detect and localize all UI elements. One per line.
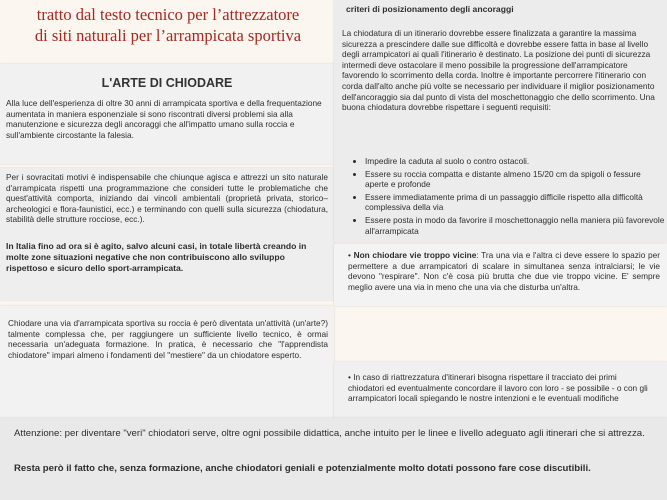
intro-paragraph: Alla luce dell'esperienza di oltre 30 anni di arrampicata sportiva e della frequentazione aumentata in maniera esponenziale si sono riscontrati diversi problemi sia alla manutenzione e sicurezza degli ancoraggi che all'impatto umano sulla roccia e sull'ambiente circostante la falesia. [6,98,322,140]
criteri-title: criteri di posizionamento degli ancoraggi [346,4,514,14]
list-item: • Essere immediatamente prima di un passaggio difficile rispetto alla difficoltà complessiva della via [365,192,665,213]
page-header [8,4,328,46]
header-title-line1: tratto dal testo tecnico per l’attrezzatore [36,5,300,24]
list-item: • Essere posta in modo da favorire il moschettonaggio nella maniera più favorevole all'arrampicata [365,215,665,236]
italy-paragraph: In Italia fino ad ora si è agito, salvo alcuni casi, in totale libertà creando in molte zone situazioni negative che non contribuiscono allo sviluppo rispettoso e sicuro dello sport-arrampicata. [6,241,307,273]
non-chiodare-label: Non chiodare vie troppo vicine [353,250,477,260]
criteri-body: La chiodatura di un itinerario dovrebbe essere finalizzata a garantire la massima sicurezza a prescindere dalle sue difficoltà e dovrebbe essere fatta in base al livello degli arrampicatori ai quali l'itinerario è destinato. La posizione dei punti di sicurezza intermedi deve ostacolare il meno possibile la progressione dell'arrampicatore favorendo lo scorrimento della corda. Inoltre è importante percorrere l'itinerario con corda dall'alto anche più volte se necessario per individuare il miglior posizionamento dell'ancoraggio sia dal punto di vista del moschettonaggio che dello scorrimento. Una buona chiodatura dovrebbe rispettare i seguenti requisiti: [342,28,655,113]
header-title-line2: di siti naturali per l’arrampicata sportiva [34,26,302,45]
non-chiodare-paragraph: • Non chiodare vie troppo vicine: Tra una via e l'altra ci deve essere lo spazio per permettere a due arrampicatori di scalare in simultanea senza intralciarsi; le vie devono "respirare". Non c'è cosa più brutta che due vie troppo vicine. E' sempre meglio avere una via in meno che una via che disturba un'altra. [348,250,660,292]
middle-paragraph: Per i sovracitati motivi è indispensabile che chiunque agisca e attrezzi un sito naturale d'arrampicata rispetti una programmazione che consideri tutte le problematiche che quest'attività comporta, iniziando dai vincoli ambientali (proprietà privata, storico–archeologici e flora-faunistici, ecc.) e terminando con quelli sulla sicurezza (chiodatura, stabilità delle strutture rocciose, ecc.). [6,172,328,225]
list-item: • Essere su roccia compatta e distante almeno 15/20 cm da spigoli o fessure aperte e profonde [365,169,665,190]
sport-paragraph: Chiodare una via d'arrampicata sportiva su roccia è però diventata un'attività (un'arte?) talmente complessa che, per raggiungere un sufficiente livello tecnico, è ormai necessaria un'adeguata formazione. In pratica, è necessario che "l'apprendista chiodatore" impari almeno i fondamenti del "mestiere" da un chiodatore esperto. [8,318,328,360]
riattrezzatura-text: In caso di riattrezzatura d'itinerari bisogna rispettare il tracciato dei primi chiodatori ed eventualmente concordare il lavoro con loro - se possibile - o con gli arrampicatori locali spiegando le nostre intenzioni e le eventuali modifiche [348,372,648,404]
requirements-list [355,156,665,238]
section-heading: L'ARTE DI CHIODARE [101,76,233,90]
non-chiodare-text: : Tra una via e l'altra ci deve essere lo spazio per permettere a due arrampicatori di scalare in simultanea senza intralciarsi; le vie devono "respirare". Non c'è cosa più brutta che due vie troppo vicine. E' sempre meglio avere una via in meno che una via che disturba un'altra. [348,250,660,292]
list-item: • Impedire la caduta al suolo o contro ostacoli. [365,156,665,167]
riattrezzatura-paragraph: • In caso di riattrezzatura d'itinerari bisogna rispettare il tracciato dei primi chiodatori ed eventualmente concordare il lavoro con loro - se possibile - o con gli arrampicatori locali spiegando le nostre intenzioni e le eventuali modifiche [348,372,648,404]
attenzione-paragraph: Attenzione: per diventare "veri" chiodatori serve, oltre ogni possibile didattica, anche intuito per le linee e livello adeguato agli itinerari che si attrezza. [14,428,645,439]
resta-paragraph: Resta però il fatto che, senza formazione, anche chiodatori geniali e potenzialmente molto dotati possono fare cose discutibili. [14,463,591,474]
